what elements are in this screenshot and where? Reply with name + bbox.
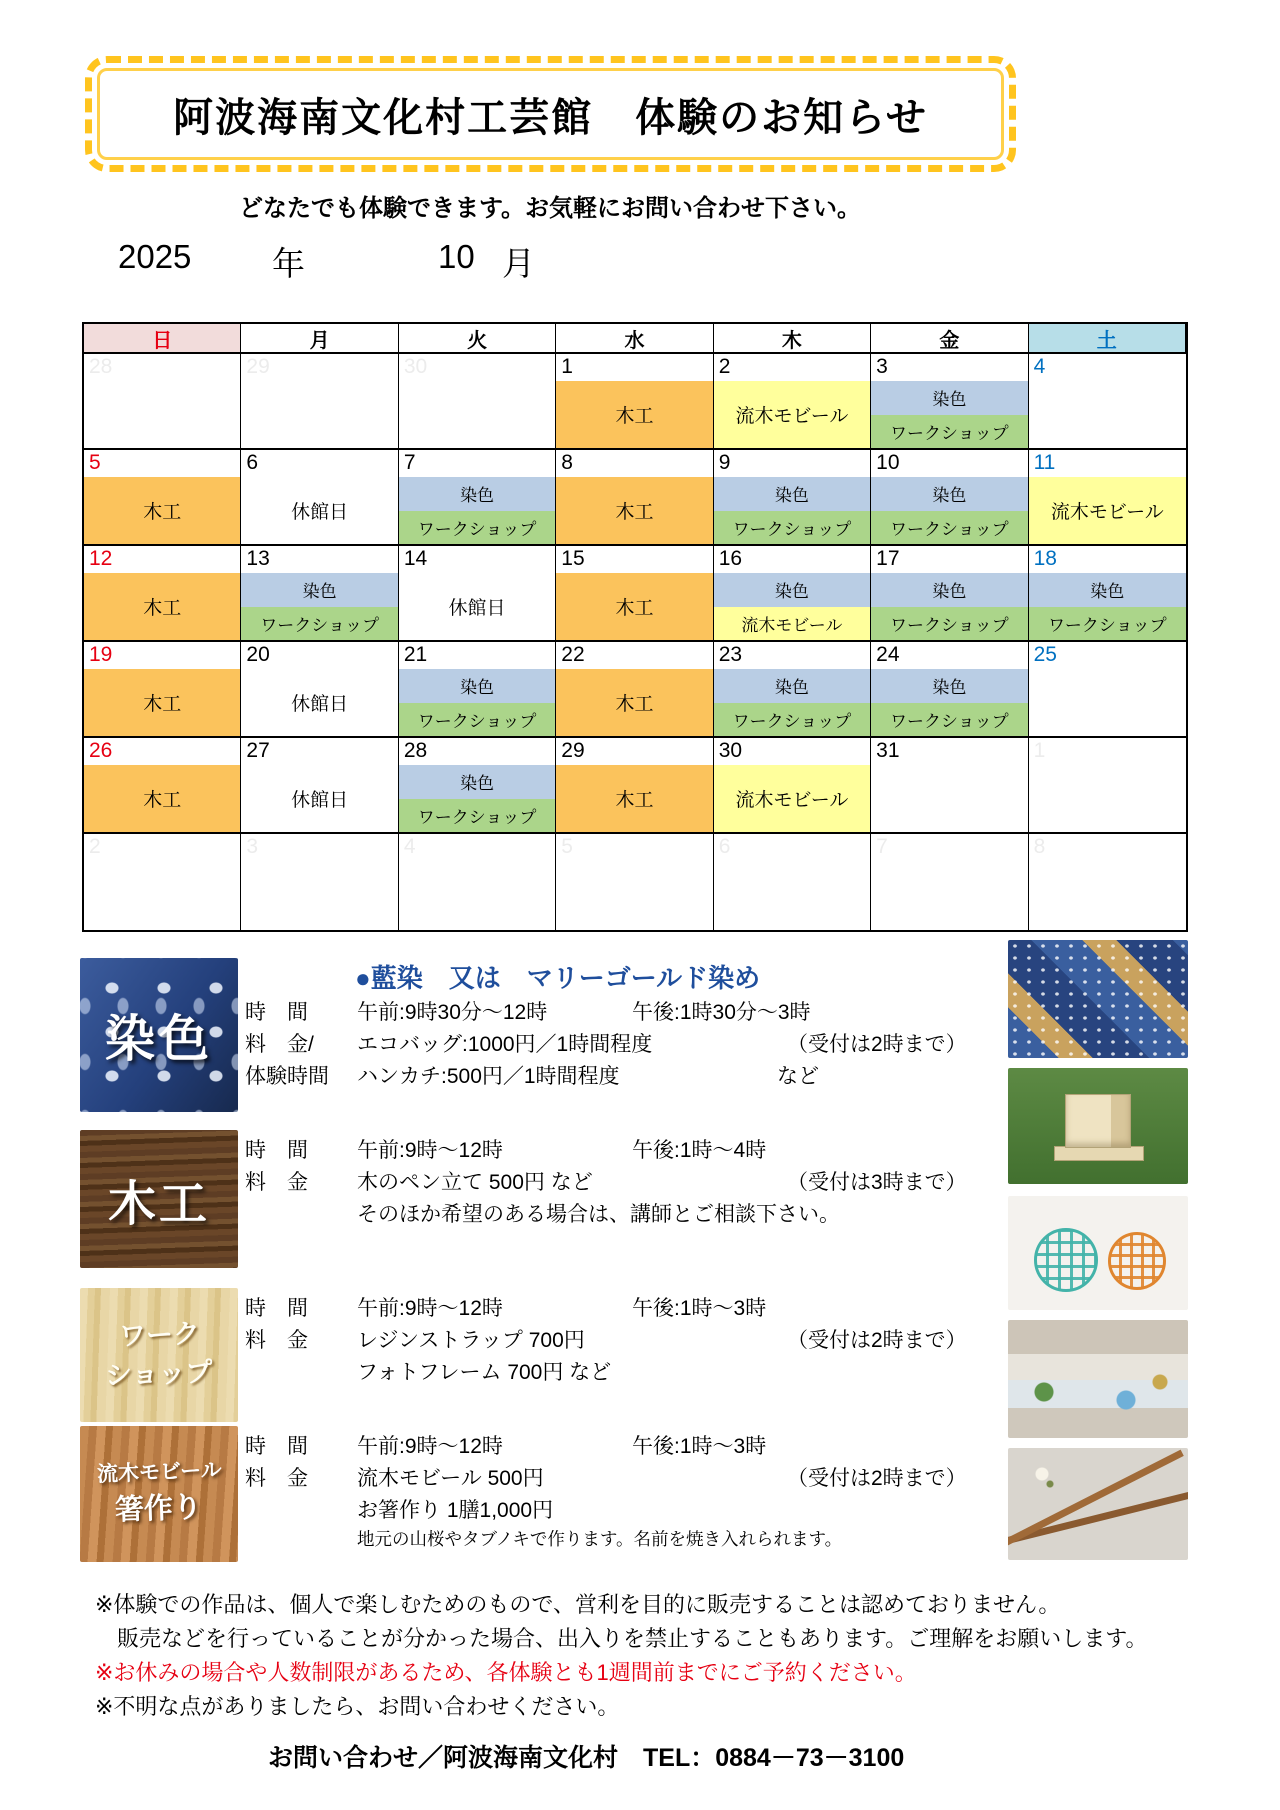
day-number: 22: [561, 643, 585, 666]
day-number: 16: [718, 547, 743, 570]
day-events: [399, 669, 555, 736]
date-year-label: 年: [272, 245, 305, 282]
tile-text-line: 木工: [107, 1177, 210, 1231]
day-number: 7: [403, 451, 416, 474]
day-events: [714, 765, 870, 832]
event-workshop: ワークショップ: [871, 415, 1027, 449]
row-text: 午後:1時30分～3時: [632, 1001, 811, 1024]
event-mokko: 木工: [556, 477, 712, 544]
event-senshoku: 染色: [871, 573, 1027, 607]
hanging-mobiles-room-photo: [1008, 1320, 1188, 1438]
weekday-header: 月: [241, 324, 398, 354]
day-events: [556, 381, 712, 448]
calendar-day-cell: [399, 354, 556, 450]
event-kyukan: 休館日: [291, 502, 349, 523]
calendar-day-cell: [1029, 642, 1186, 738]
row-label: 料 金: [245, 1467, 308, 1490]
day-events: [556, 477, 712, 544]
row-text: など: [777, 1065, 819, 1088]
calendar-day-cell: [714, 450, 871, 546]
row-label: 時 間: [245, 1297, 308, 1320]
day-number: 15: [561, 547, 585, 570]
day-number: 1: [1033, 739, 1046, 762]
day-number: 24: [876, 643, 900, 666]
wooden-pen-stand-photo: [1008, 1068, 1188, 1184]
calendar-day-cell: [556, 738, 713, 834]
row-text: フォトフレーム 700円 など: [357, 1361, 612, 1384]
day-events: [714, 669, 870, 736]
day-number: 8: [1033, 835, 1046, 858]
day-number: 21: [403, 643, 428, 666]
calendar-day-cell: [241, 546, 398, 642]
note-line: ※体験での作品は、個人で楽しむためのもので、営利を目的に販売することは認めておりません。: [95, 1592, 1061, 1617]
day-number: 14: [403, 547, 428, 570]
calendar-day-cell: [871, 642, 1028, 738]
event-workshop: ワークショップ: [871, 511, 1027, 545]
day-events: [241, 573, 397, 640]
workshop-label-image: [80, 1288, 238, 1422]
tile-text-line: 箸作り: [114, 1491, 204, 1527]
day-events: [84, 477, 240, 544]
day-events: [84, 573, 240, 640]
event-senshoku: 染色: [871, 381, 1027, 415]
day-number: 4: [1033, 355, 1046, 378]
event-senshoku: 染色: [871, 477, 1027, 511]
day-events: [84, 765, 240, 832]
tile-text-line: ワーク: [117, 1318, 200, 1352]
row-text: 午前:9時30分～12時: [357, 1001, 548, 1024]
note-line: 販売などを行っていることが分かった場合、出入りを禁止することもあります。ご理解をお願いします。: [95, 1626, 1148, 1651]
event-kyukan: 休館日: [291, 694, 349, 715]
day-number: 18: [1033, 547, 1057, 570]
day-events: [241, 861, 397, 930]
date-year: 2025: [118, 238, 192, 275]
event-senshoku: 染色: [714, 669, 870, 703]
row-label: 時 間: [245, 1139, 308, 1162]
event-workshop: ワークショップ: [241, 607, 397, 641]
day-number: 11: [1033, 451, 1056, 474]
indigo-dyed-fabric-photo: [1008, 940, 1188, 1058]
calendar-day-cell: [84, 546, 241, 642]
tile-text-line: ショップ: [104, 1357, 214, 1391]
day-events: [1029, 573, 1186, 640]
day-events: [871, 765, 1027, 832]
calendar-day-cell: [714, 354, 871, 450]
day-number: 27: [246, 739, 270, 762]
row-label: 体験時間: [245, 1065, 329, 1088]
calendar-day-cell: [1029, 738, 1186, 834]
calendar-day-cell: [84, 642, 241, 738]
day-events: [556, 861, 712, 930]
day-number: 2: [718, 355, 731, 378]
day-number: 1: [561, 355, 573, 378]
calendar-day-cell: [241, 642, 398, 738]
calendar-day-cell: [871, 546, 1028, 642]
day-number: 26: [89, 739, 113, 762]
calendar-day-cell: [84, 450, 241, 546]
row-text: そのほか希望のある場合は、講師とご相談下さい。: [357, 1203, 840, 1226]
row-text: 午後:1時～3時: [632, 1435, 767, 1458]
event-workshop: ワークショップ: [714, 703, 870, 737]
event-workshop: ワークショップ: [399, 703, 555, 737]
day-number: 6: [718, 835, 731, 858]
day-number: 5: [561, 835, 573, 858]
row-text: 地元の山桜やタブノキで作ります。名前を焼き入れられます。: [357, 1529, 843, 1549]
day-number: 17: [876, 547, 900, 570]
day-events: [714, 477, 870, 544]
day-events: [84, 669, 240, 736]
calendar-day-cell: [871, 354, 1028, 450]
row-text: ハンカチ:500円／1時間程度: [357, 1065, 620, 1088]
calendar-day-cell: [84, 354, 241, 450]
calendar-day-cell: [399, 450, 556, 546]
date-month-label: 月: [502, 245, 535, 282]
day-number: 6: [246, 451, 259, 474]
day-number: 28: [403, 739, 428, 762]
row-text: 木のペン立て 500円 など: [357, 1171, 593, 1194]
calendar-day-cell: [84, 834, 241, 930]
event-mokko: 木工: [84, 573, 240, 640]
calendar-day-cell: [399, 738, 556, 834]
day-number: 4: [403, 835, 416, 858]
event-senshoku: 染色: [714, 573, 870, 607]
weekday-header: 水: [556, 324, 713, 354]
row-label: 時 間: [245, 1435, 308, 1458]
tile-text-line: 染色: [105, 1011, 213, 1067]
senshoku-label-image: [80, 958, 238, 1112]
event-senshoku: 染色: [399, 669, 555, 703]
event-kyukan: 休館日: [291, 790, 349, 811]
row-label: 時 間: [245, 1001, 308, 1024]
section-heading: ●藍染 又は マリーゴールド染め: [355, 963, 761, 993]
weekday-header: 日: [84, 324, 241, 354]
calendar-day-cell: [871, 834, 1028, 930]
day-events: [241, 669, 397, 736]
event-mokko: 木工: [556, 669, 712, 736]
weekday-header: 木: [714, 324, 871, 354]
day-number: 3: [876, 355, 888, 378]
day-events: [871, 669, 1027, 736]
day-number: 29: [246, 355, 270, 378]
event-mokko: 木工: [84, 765, 240, 832]
day-number: 9: [718, 451, 731, 474]
calendar-day-cell: [714, 642, 871, 738]
row-text: お箸作り 1膳1,000円: [357, 1499, 554, 1522]
day-events: [714, 573, 870, 640]
day-events: [84, 861, 240, 930]
notes: [95, 1588, 1147, 1724]
page-title: 阿波海南文化村工芸館 体験のお知らせ: [173, 95, 928, 140]
row-text: レジンストラップ 700円: [357, 1329, 585, 1352]
day-events: [556, 573, 712, 640]
event-mokko: 木工: [556, 573, 712, 640]
event-ryuboku: 流木モビール: [714, 381, 870, 448]
day-number: 2: [89, 835, 101, 858]
event-ryuboku: 流木モビール: [714, 765, 870, 832]
day-number: 31: [876, 739, 900, 762]
date-month: 10: [438, 238, 475, 275]
calendar-day-cell: [241, 354, 398, 450]
day-events: [84, 381, 240, 448]
calendar-day-cell: [556, 642, 713, 738]
day-number: 30: [403, 355, 428, 378]
event-senshoku: 染色: [871, 669, 1027, 703]
event-senshoku: 染色: [399, 765, 555, 799]
day-events: [1029, 477, 1186, 544]
row-text: 午前:9時～12時: [357, 1297, 503, 1320]
event-mokko: 木工: [556, 381, 712, 448]
day-number: 25: [1033, 643, 1057, 666]
event-workshop: ワークショップ: [714, 511, 870, 545]
calendar-day-cell: [241, 834, 398, 930]
weekday-header: 金: [871, 324, 1028, 354]
subtitle: どなたでも体験できます。お気軽にお問い合わせ下さい。: [238, 195, 862, 222]
event-ryuboku: 流木モビール: [714, 607, 870, 641]
day-events: [399, 861, 555, 930]
tile-text-line: 流木モビール: [96, 1458, 222, 1486]
calendar-day-cell: [556, 834, 713, 930]
row-text: 午後:1時～4時: [632, 1139, 767, 1162]
day-number: 19: [89, 643, 113, 666]
day-number: 5: [89, 451, 101, 474]
day-number: 10: [876, 451, 900, 474]
weekday-header: 土: [1029, 324, 1186, 354]
day-events: [714, 861, 870, 930]
day-events: [556, 669, 712, 736]
day-number: 29: [561, 739, 585, 762]
day-events: [399, 477, 555, 544]
day-events: [241, 477, 397, 544]
mokko-label-image: [80, 1130, 238, 1268]
event-workshop: ワークショップ: [871, 607, 1027, 641]
event-mokko: 木工: [556, 765, 712, 832]
day-events: [871, 861, 1027, 930]
event-workshop: ワークショップ: [1029, 607, 1186, 641]
event-mokko: 木工: [84, 477, 240, 544]
calendar-table: [82, 322, 1188, 932]
note-line: ※お休みの場合や人数制限があるため、各体験とも1週間前までにご予約ください。: [95, 1660, 917, 1685]
day-events: [399, 573, 555, 640]
row-label: 料 金/: [245, 1033, 314, 1056]
day-number: 28: [89, 355, 113, 378]
day-events: [241, 381, 397, 448]
event-senshoku: 染色: [714, 477, 870, 511]
calendar-day-cell: [1029, 354, 1186, 450]
event-workshop: ワークショップ: [399, 799, 555, 833]
day-events: [241, 765, 397, 832]
calendar-day-cell: [84, 738, 241, 834]
day-number: 20: [246, 643, 270, 666]
day-events: [1029, 861, 1186, 930]
calendar-day-cell: [714, 546, 871, 642]
event-workshop: ワークショップ: [399, 511, 555, 545]
row-text: 流木モビール 500円: [357, 1467, 544, 1490]
day-events: [1029, 765, 1186, 832]
day-events: [556, 765, 712, 832]
day-number: 12: [89, 547, 113, 570]
day-number: 13: [246, 547, 270, 570]
event-workshop: ワークショップ: [871, 703, 1027, 737]
day-events: [399, 765, 555, 832]
handmade-chopsticks-photo: [1008, 1448, 1188, 1560]
row-text: （受付は2時まで）: [787, 1033, 967, 1056]
calendar-day-cell: [871, 738, 1028, 834]
ryuboku-label-image: [80, 1426, 238, 1562]
calendar-day-cell: [399, 642, 556, 738]
row-label: 料 金: [245, 1329, 308, 1352]
row-label: 料 金: [245, 1171, 308, 1194]
title-box: [97, 68, 1004, 160]
weekday-header: 火: [399, 324, 556, 354]
row-text: 午前:9時～12時: [357, 1139, 503, 1162]
calendar-day-cell: [556, 546, 713, 642]
calendar-day-cell: [1029, 834, 1186, 930]
event-senshoku: 染色: [241, 573, 397, 607]
calendar-day-cell: [241, 450, 398, 546]
day-events: [399, 381, 555, 448]
day-events: [871, 381, 1027, 448]
row-text: 午後:1時～3時: [632, 1297, 767, 1320]
event-kyukan: 休館日: [448, 598, 506, 619]
day-events: [1029, 669, 1186, 736]
row-text: 午前:9時～12時: [357, 1435, 503, 1458]
day-events: [1029, 381, 1186, 448]
calendar-day-cell: [399, 546, 556, 642]
day-number: 8: [561, 451, 573, 474]
row-text: （受付は2時まで）: [787, 1467, 967, 1490]
day-events: [871, 573, 1027, 640]
calendar-day-cell: [871, 450, 1028, 546]
calendar-day-cell: [399, 834, 556, 930]
event-senshoku: 染色: [1029, 573, 1186, 607]
day-number: 3: [246, 835, 259, 858]
day-number: 23: [718, 643, 743, 666]
contact-footer: お問い合わせ／阿波海南文化村 TEL：0884－73－3100: [268, 1744, 905, 1772]
calendar-day-cell: [241, 738, 398, 834]
row-text: （受付は3時まで）: [787, 1171, 967, 1194]
day-number: 7: [876, 835, 888, 858]
calendar-day-cell: [556, 354, 713, 450]
calendar-day-cell: [714, 834, 871, 930]
calendar-day-cell: [1029, 546, 1186, 642]
event-ryuboku: 流木モビール: [1029, 477, 1186, 544]
event-mokko: 木工: [84, 669, 240, 736]
calendar-day-cell: [714, 738, 871, 834]
calendar-day-cell: [1029, 450, 1186, 546]
yarn-ball-straps-photo: [1008, 1196, 1188, 1310]
event-senshoku: 染色: [399, 477, 555, 511]
day-events: [871, 477, 1027, 544]
row-text: （受付は2時まで）: [787, 1329, 967, 1352]
note-line: ※不明な点がありましたら、お問い合わせください。: [95, 1694, 620, 1719]
calendar-day-cell: [556, 450, 713, 546]
day-events: [714, 381, 870, 448]
day-number: 30: [718, 739, 743, 762]
row-text: エコバッグ:1000円／1時間程度: [357, 1033, 653, 1056]
